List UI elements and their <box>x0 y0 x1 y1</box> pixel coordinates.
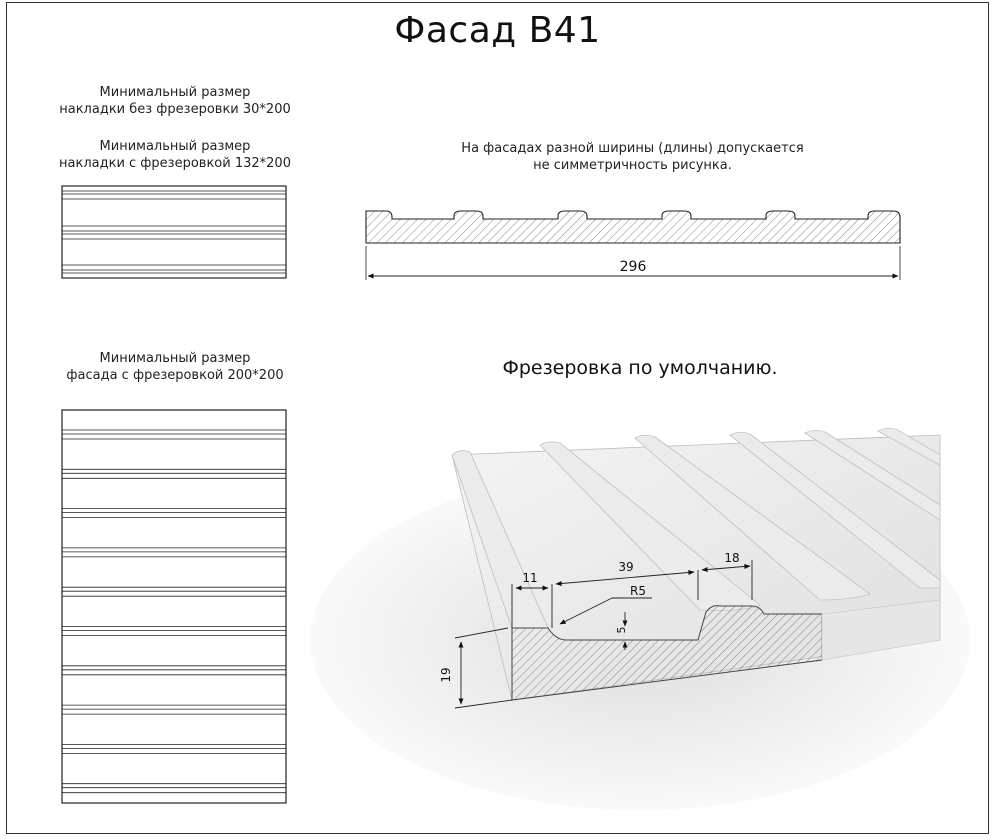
facade-min-drawing <box>62 410 286 803</box>
note-min-facade-line1: Минимальный размер <box>99 351 251 366</box>
overlay-small-drawing <box>62 186 286 278</box>
note-min-no-milling-line2: накладки без фрезеровки 30*200 <box>59 102 291 117</box>
dim-18: 18 <box>724 551 740 565</box>
dim-5: 5 <box>615 626 628 634</box>
page-title: Фасад В41 <box>394 10 601 51</box>
note-min-facade-line2: фасада с фрезеровкой 200*200 <box>66 368 284 383</box>
profile-section <box>366 211 900 280</box>
render-3d <box>310 428 970 810</box>
note-min-with-milling-line2: накладки с фрезеровкой 132*200 <box>59 156 291 171</box>
note-min-no-milling-line1: Минимальный размер <box>99 85 251 100</box>
default-milling-heading: Фрезеровка по умолчанию. <box>502 357 778 379</box>
dim-296: 296 <box>619 259 647 275</box>
dim-39: 39 <box>618 560 634 574</box>
note-min-with-milling-line1: Минимальный размер <box>99 139 251 154</box>
note-asymmetry-line1: На фасадах разной ширины (длины) допускается <box>461 141 804 156</box>
dim-r5: R5 <box>630 584 646 598</box>
dim-19: 19 <box>439 667 453 683</box>
dim-11: 11 <box>522 571 538 585</box>
note-asymmetry-line2: не симметричность рисунка. <box>533 158 732 173</box>
